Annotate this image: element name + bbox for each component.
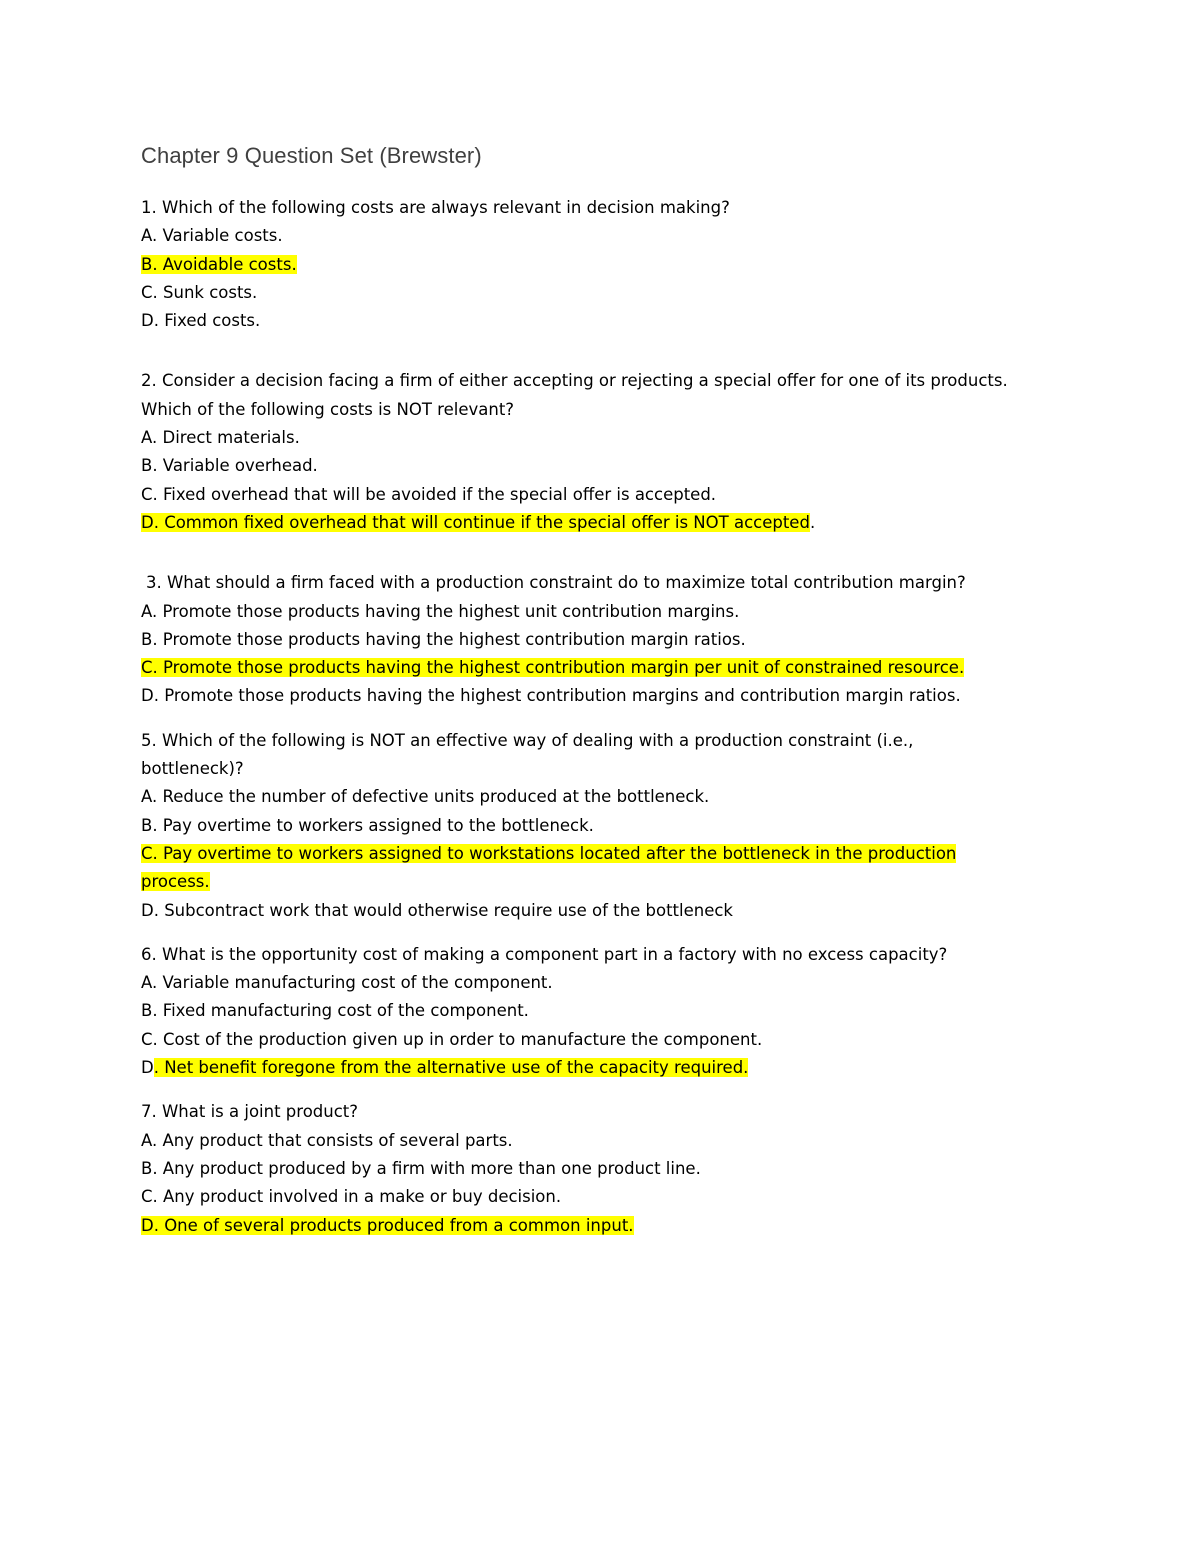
option-c: C. Cost of the production given up in order to manufacture the component.: [141, 1029, 763, 1049]
question-3: [141, 569, 1101, 710]
option-d-answer: [141, 509, 1101, 537]
answer-highlight: C. Pay overtime to workers assigned to workstations located after the bottleneck in the production: [141, 843, 957, 863]
option-b-answer: [141, 251, 1101, 279]
option-a: A. Direct materials.: [141, 428, 300, 448]
option-d-answer: [141, 1054, 1101, 1082]
answer-highlight-continued: process.: [141, 872, 210, 892]
option-c: C. Fixed overhead that will be avoided if the special offer is accepted.: [141, 484, 717, 504]
answer-highlight: . Net benefit foregone from the alternative use of the capacity required.: [153, 1058, 749, 1078]
question-prompt-continued: bottleneck)?: [141, 759, 244, 779]
document-title: Chapter 9 Question Set (Brewster): [141, 143, 482, 168]
option-d-answer: [141, 1212, 1101, 1240]
question-prompt-continued: Which of the following costs is NOT relevant?: [141, 399, 515, 419]
question-5: [141, 727, 1101, 925]
question-prompt: 3. What should a firm faced with a production constraint do to maximize total contribution margin?: [146, 573, 966, 593]
question-prompt: 5. Which of the following is NOT an effective way of dealing with a production constraint (i.e.,: [141, 730, 914, 750]
question-prompt: 7. What is a joint product?: [141, 1102, 359, 1122]
answer-highlight: C. Promote those products having the highest contribution margin per unit of constrained resource.: [141, 658, 965, 678]
option-d: D. Subcontract work that would otherwise require use of the bottleneck: [141, 900, 733, 920]
answer-highlight: B. Avoidable costs.: [141, 254, 297, 274]
option-a: A. Variable costs.: [141, 226, 283, 246]
option-a: A. Variable manufacturing cost of the component.: [141, 973, 553, 993]
option-d: D. Fixed costs.: [141, 311, 261, 331]
document-page: [141, 140, 1101, 1240]
option-a: A. Promote those products having the highest unit contribution margins.: [141, 601, 740, 621]
option-b: B. Variable overhead.: [141, 456, 318, 476]
option-c: C. Sunk costs.: [141, 282, 258, 302]
option-letter: D: [141, 1058, 154, 1078]
question-prompt: 2. Consider a decision facing a firm of either accepting or rejecting a special offer for one of its products.: [141, 371, 1008, 391]
question-7: [141, 1098, 1101, 1239]
question-prompt: 1. Which of the following costs are always relevant in decision making?: [141, 198, 730, 217]
question-2: [141, 367, 1101, 537]
option-b: B. Promote those products having the highest contribution margin ratios.: [141, 629, 746, 649]
option-a: A. Reduce the number of defective units produced at the bottleneck.: [141, 787, 710, 807]
question-1: [141, 194, 1101, 335]
option-a: A. Any product that consists of several parts.: [141, 1130, 513, 1150]
option-b: B. Pay overtime to workers assigned to the bottleneck.: [141, 815, 594, 835]
option-trailing-period: .: [809, 512, 816, 532]
option-b: B. Fixed manufacturing cost of the component.: [141, 1001, 529, 1021]
option-b: B. Any product produced by a firm with more than one product line.: [141, 1158, 701, 1178]
option-c: C. Any product involved in a make or buy decision.: [141, 1187, 562, 1207]
question-prompt: 6. What is the opportunity cost of making a component part in a factory with no excess capacity?: [141, 944, 948, 964]
answer-highlight: D. Common fixed overhead that will continue if the special offer is NOT accepted: [141, 512, 810, 532]
question-6: [141, 941, 1101, 1082]
option-c-answer: [141, 840, 1101, 868]
option-c-answer: [141, 654, 1101, 682]
option-c-answer-continued: [141, 868, 1101, 896]
option-d: D. Promote those products having the highest contribution margins and contribution margin ratios.: [141, 686, 961, 706]
answer-highlight: D. One of several products produced from a common input.: [141, 1215, 634, 1235]
